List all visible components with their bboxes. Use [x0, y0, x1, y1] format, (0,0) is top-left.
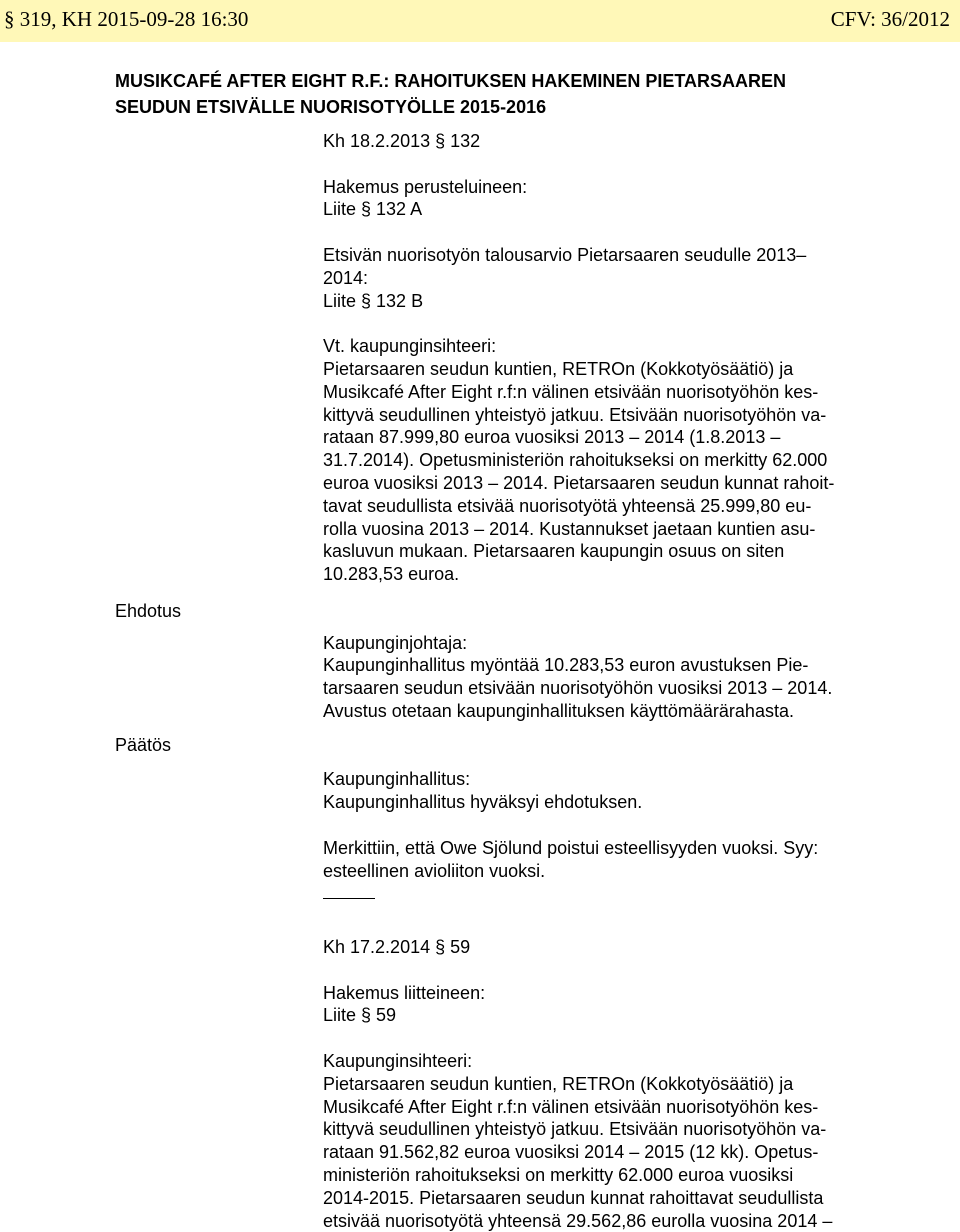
- title-line-1: MUSIKCAFÉ AFTER EIGHT R.F.: RAHOITUKSEN HAKEMINEN PIETARSAAREN: [115, 71, 787, 91]
- ehdotus-label: Ehdotus: [115, 601, 182, 621]
- text-line: etsivää nuorisotyötä yhteensä 29.562,86 eurolla vuosina 2014 –: [323, 1210, 833, 1231]
- attachment-ref-a: Liite § 132 A: [323, 199, 423, 220]
- text-line: rataan 91.562,82 euroa vuosiksi 2014 – 2015 (12 kk). Opetus-: [323, 1142, 819, 1163]
- text-line: rataan 87.999,80 euroa vuosiksi 2013 – 2014 (1.8.2013 –: [323, 427, 781, 448]
- text-line: euroa vuosiksi 2013 – 2014. Pietarsaaren seudun kunnat rahoit-: [323, 472, 835, 493]
- text-line: Merkittiin, että Owe Sjölund poistui esteellisyyden vuoksi. Syy:: [323, 837, 819, 858]
- board-label: Kaupunginhallitus:: [323, 769, 471, 790]
- meeting-ref-1: Kh 18.2.2013 § 132: [323, 131, 481, 151]
- header-banner: [0, 0, 960, 42]
- text-line: rolla vuosina 2013 – 2014. Kustannukset jaetaan kuntien asu-: [323, 518, 816, 539]
- case-number: CFV: 36/2012: [830, 7, 950, 31]
- paatos-label: Päätös: [115, 735, 172, 755]
- text-line: kittyvä seudullinen yhteistyö jatkuu. Etsivään nuorisotyöhön va-: [323, 404, 827, 425]
- mayor-label: Kaupunginjohtaja:: [323, 632, 468, 653]
- text-line: 10.283,53 euroa.: [323, 564, 460, 585]
- text-line: Avustus otetaan kaupunginhallituksen käyttömäärärahasta.: [323, 700, 794, 721]
- text-line: esteellinen avioliiton vuoksi.: [323, 860, 546, 881]
- attachment-ref-59: Liite § 59: [323, 1005, 397, 1026]
- document-title: [115, 68, 915, 120]
- text-line: tavat seudullista etsivää nuorisotyötä yhteensä 25.999,80 eu-: [323, 495, 812, 516]
- text-line: Kaupunginhallitus myöntää 10.283,53 euron avustuksen Pie-: [323, 655, 809, 676]
- meeting-reference: § 319, KH 2015-09-28 16:30: [4, 7, 249, 31]
- document-body: [323, 130, 953, 1232]
- hakemus-2-label: Hakemus liitteineen:: [323, 982, 486, 1003]
- budget-line-1: Etsivän nuorisotyön talousarvio Pietarsaaren seudulle 2013–: [323, 244, 807, 265]
- meeting-ref-2: Kh 17.2.2014 § 59: [323, 937, 471, 958]
- vt-secretary-label: Vt. kaupunginsihteeri:: [323, 336, 497, 357]
- secretary-label: Kaupunginsihteeri:: [323, 1051, 473, 1072]
- title-line-2: SEUDUN ETSIVÄLLE NUORISOTYÖLLE 2015-2016: [115, 97, 547, 117]
- text-line: Pietarsaaren seudun kuntien, RETROn (Kokkotyösäätiö) ja: [323, 1073, 794, 1094]
- mayor-proposal-text: [323, 654, 953, 722]
- text-line: kittyvä seudullinen yhteistyö jatkuu. Etsivään nuorisotyöhön va-: [323, 1119, 827, 1140]
- hakemus-label: Hakemus perusteluineen:: [323, 176, 528, 197]
- budget-line-2: 2014:: [323, 267, 369, 288]
- text-line: ministeriön rahoitukseksi on merkitty 62.000 euroa vuosiksi: [323, 1165, 794, 1186]
- recusal-note: [323, 837, 953, 883]
- text-line: tarsaaren seudun etsivään nuorisotyöhön vuosiksi 2013 – 2014.: [323, 678, 833, 699]
- text-line: Pietarsaaren seudun kuntien, RETROn (Kokkotyösäätiö) ja: [323, 358, 794, 379]
- text-line: Musikcafé After Eight r.f:n välinen etsivään nuorisotyöhön kes-: [323, 381, 819, 402]
- text-line: 31.7.2014). Opetusministeriön rahoitukseksi on merkitty 62.000: [323, 450, 828, 471]
- secretary-proposal-text: [323, 1073, 953, 1232]
- attachment-ref-b: Liite § 132 B: [323, 290, 424, 311]
- text-line: kasluvun mukaan. Pietarsaaren kaupungin osuus on siten: [323, 541, 785, 562]
- board-decision: Kaupunginhallitus hyväksyi ehdotuksen.: [323, 792, 643, 813]
- vt-proposal-text: [323, 358, 953, 586]
- text-line: Musikcafé After Eight r.f:n välinen etsivään nuorisotyöhön kes-: [323, 1096, 819, 1117]
- text-line: 2014-2015. Pietarsaaren seudun kunnat rahoittavat seudullista: [323, 1187, 824, 1208]
